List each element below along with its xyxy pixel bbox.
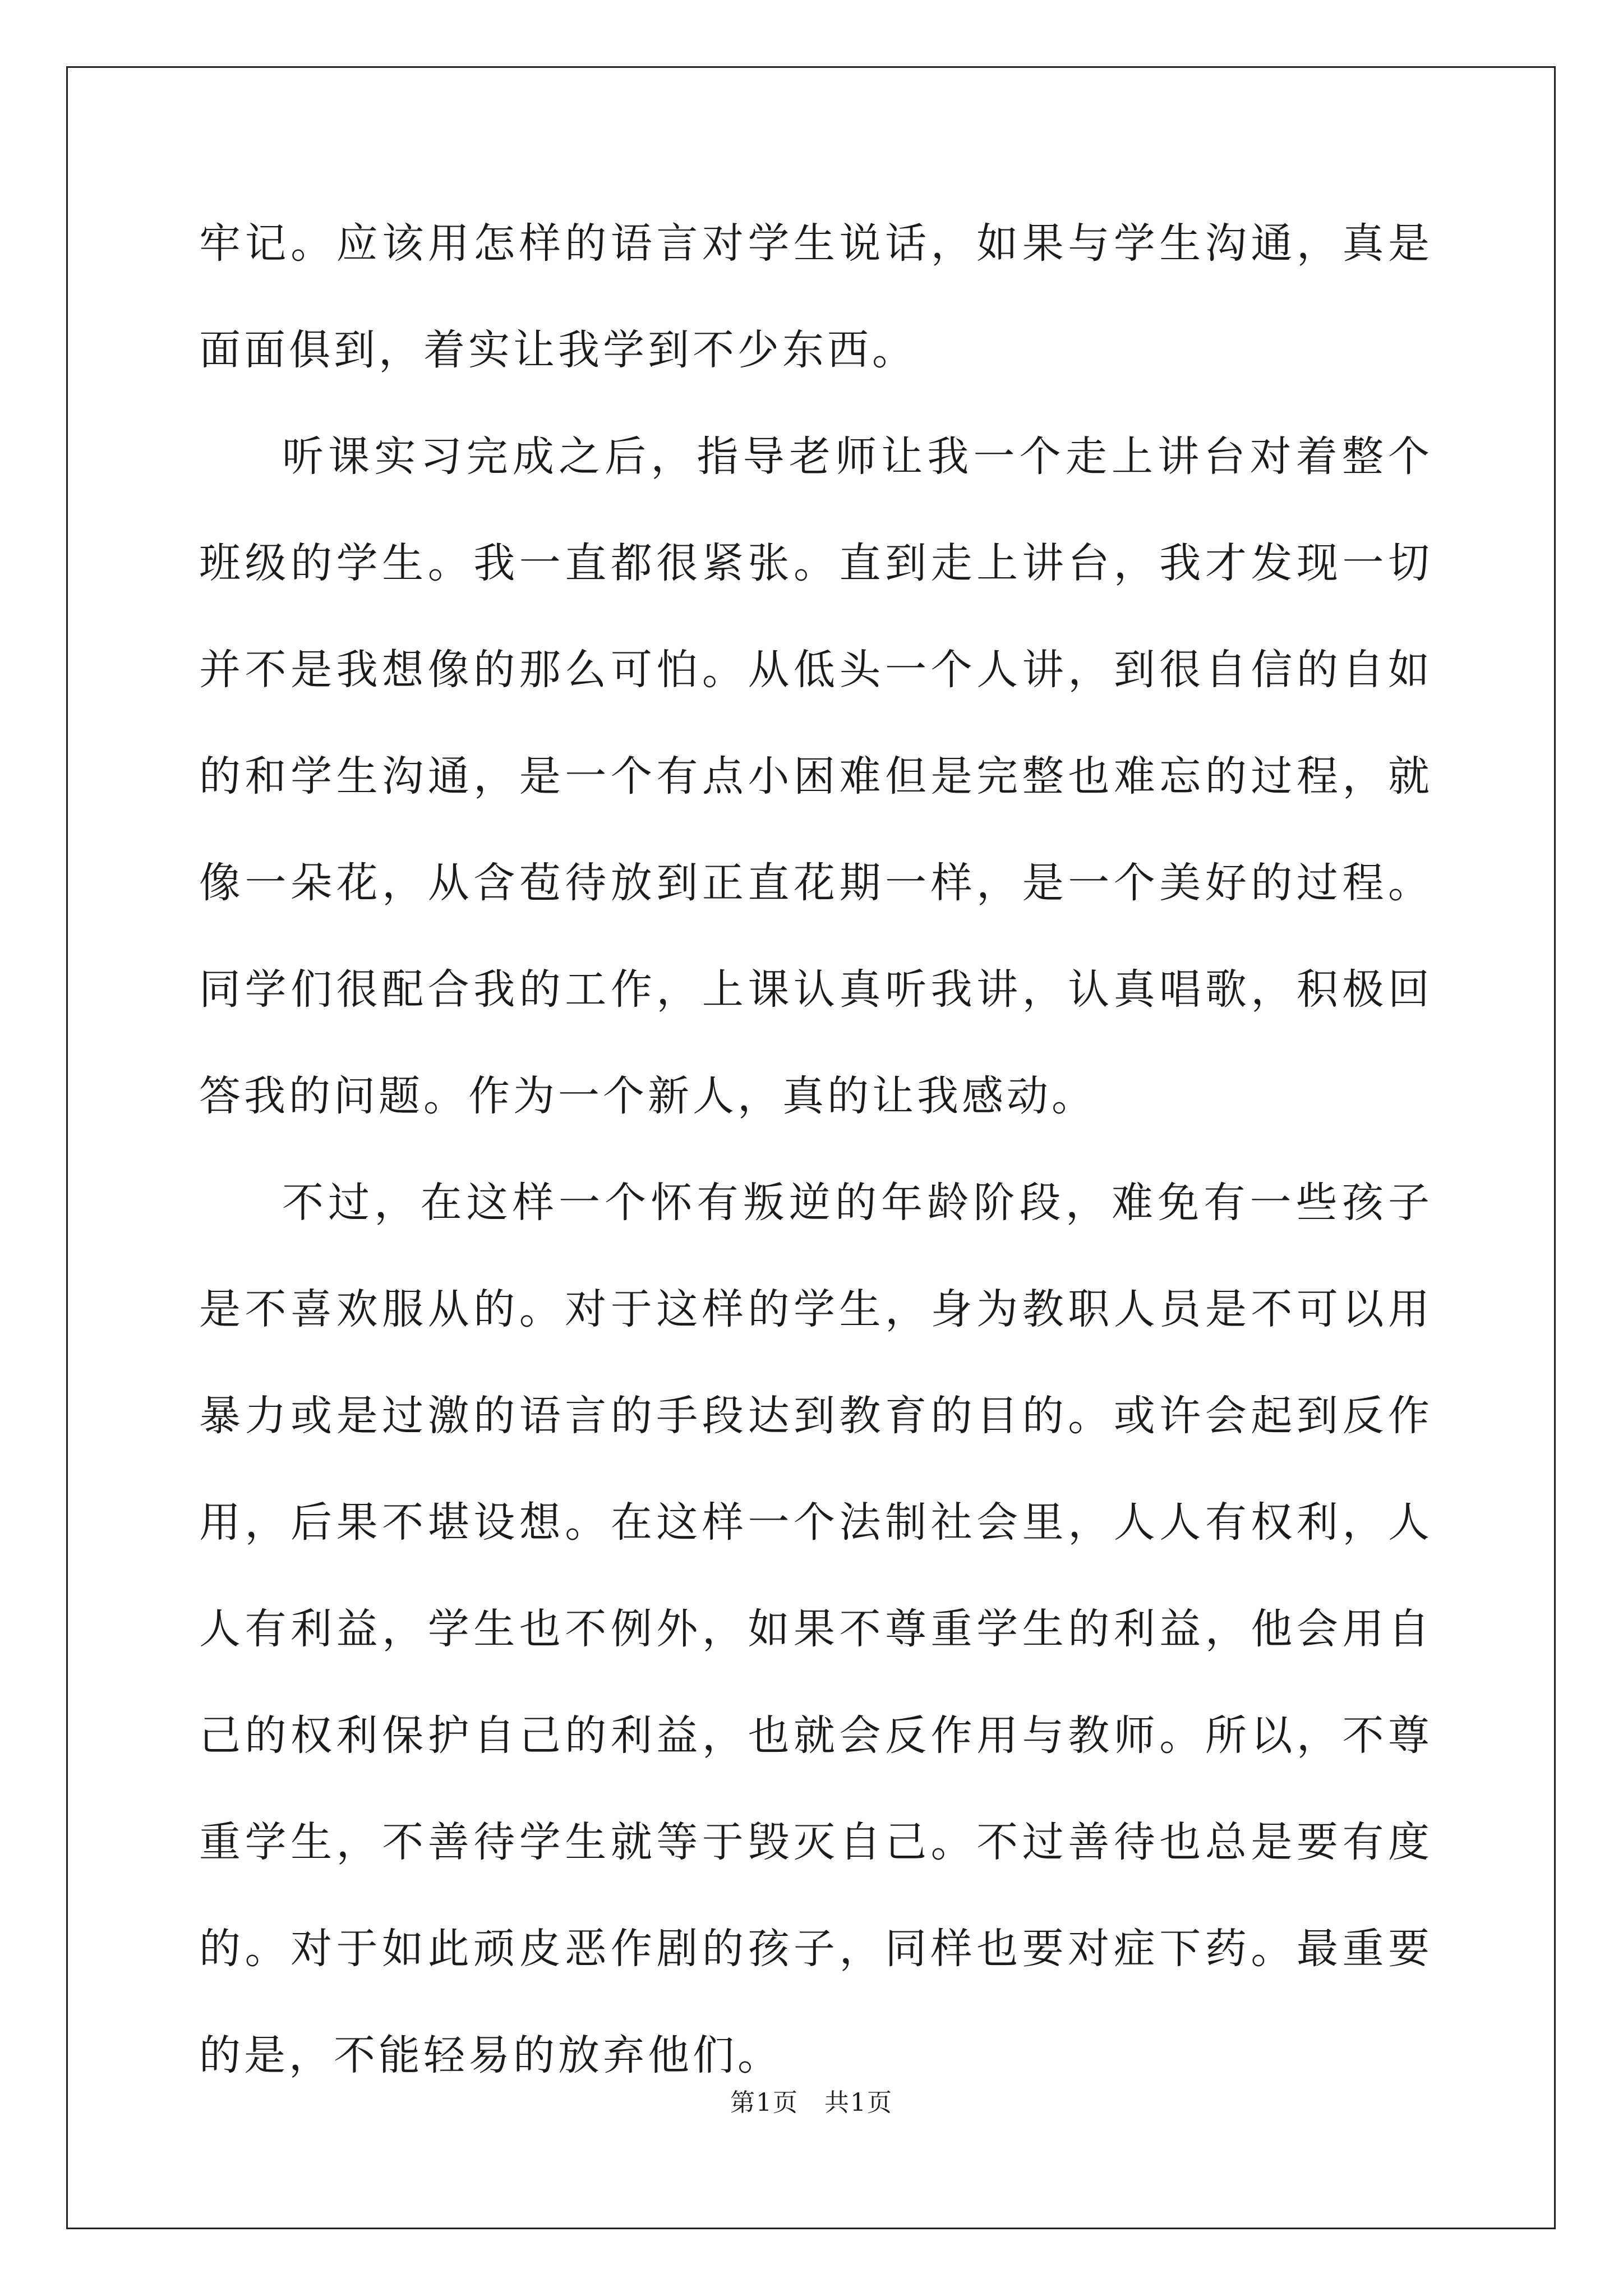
document-body — [199, 215, 1433, 2109]
paragraph-2: 听课实习完成之后，指导老师让我一个走上讲台对着整个班级的学生。我一直都很紧张。直到走上讲台，我才发现一切并不是我想像的那么可怕。从低头一个人讲，到很自信的自如的和学生沟通，是一个有点小困难但是完整也难忘的过程，就像一朵花，从含苞待放到正直花期一样，是一个美好的过程。同学们很配合我的工作，上课认真听我讲，认真唱歌，积极回答我的问题。作为一个新人，真的让我感动。 — [199, 432, 1433, 1120]
page-footer: 第1页 共1页 — [730, 2088, 893, 2117]
paragraph-3: 不过，在这样一个怀有叛逆的年龄阶段，难免有一些孩子是不喜欢服从的。对于这样的学生，身为教职人员是不可以用暴力或是过激的语言的手段达到教育的目的。或许会起到反作用，后果不堪设想。在这样一个法制社会里，人人有权利，人人有利益，学生也不例外，如果不尊重学生的利益，他会用自己的权利保护自己的利益，也就会反作用与教师。所以，不尊重学生，不善待学生就等于毁灭自己。不过善待也总是要有度的。对于如此顽皮恶作剧的孩子，同样也要对症下药。最重要的是，不能轻易的放弃他们。 — [199, 1179, 1433, 2079]
paragraph-1: 牢记。应该用怎样的语言对学生说话，如果与学生沟通，真是面面俱到，着实让我学到不少东西。 — [199, 219, 1433, 374]
